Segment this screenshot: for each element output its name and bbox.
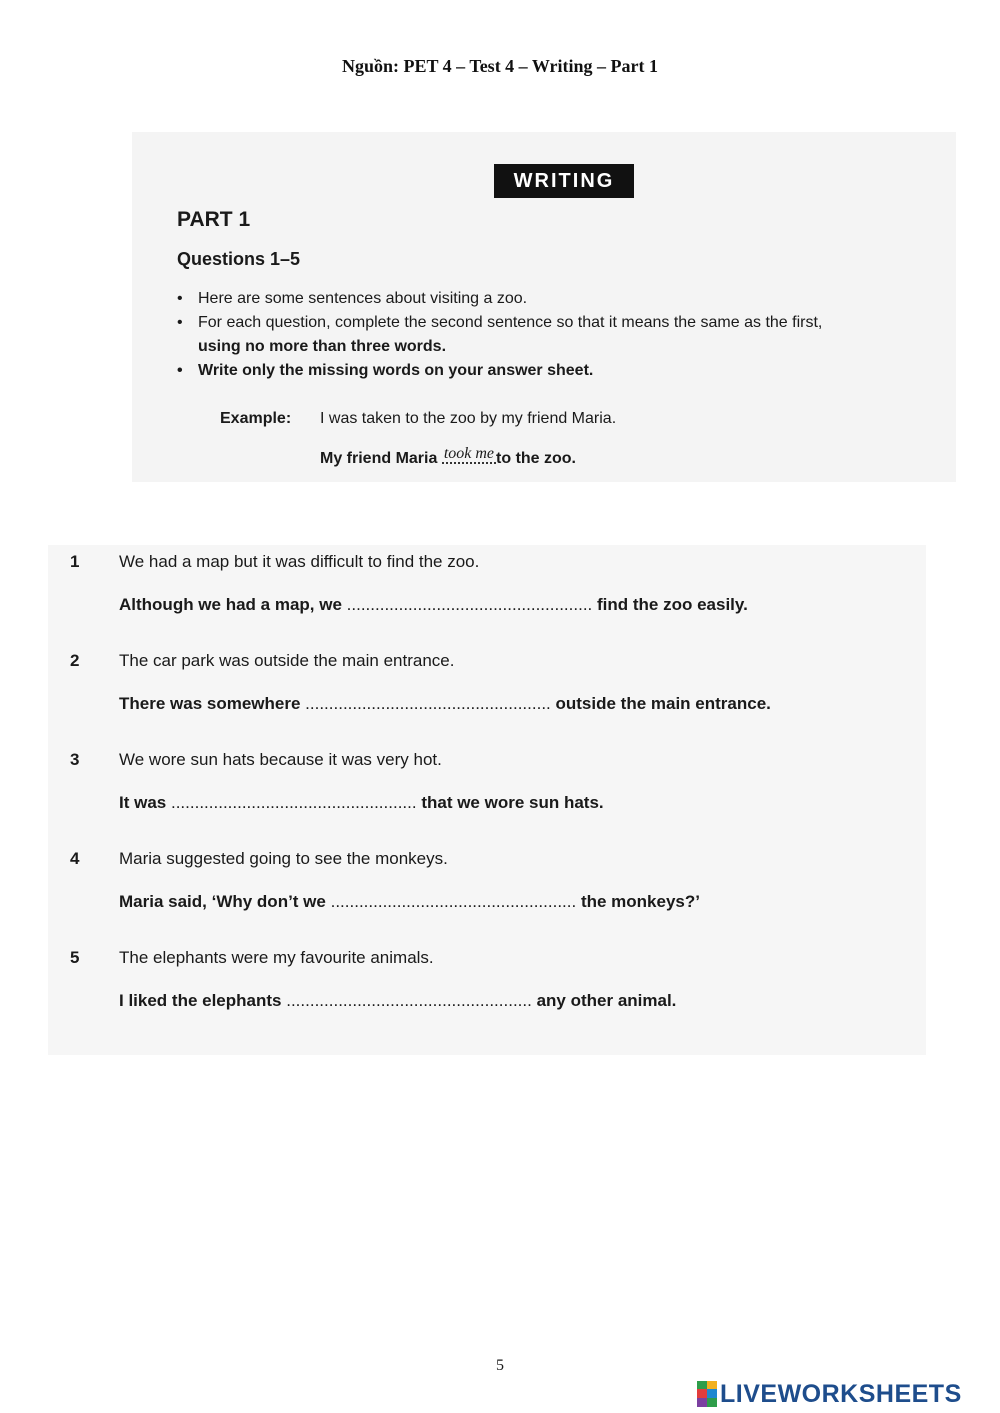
example-answer: took me xyxy=(443,445,495,462)
instruction-emphasis: using no more than three words. xyxy=(198,338,447,355)
answer-blank[interactable]: .................................................... xyxy=(346,595,593,614)
rewrite-end: any other animal. xyxy=(536,991,677,1010)
rewrite-end: the monkeys?’ xyxy=(580,892,700,911)
question-sentence: We wore sun hats because it was very hot. xyxy=(119,750,442,769)
question-number: 2 xyxy=(70,651,80,670)
question-sentence: The elephants were my favourite animals. xyxy=(119,948,434,967)
example-sentence: I was taken to the zoo by my friend Maria. xyxy=(320,410,617,427)
questions-range: Questions 1–5 xyxy=(177,249,301,269)
page-number: 5 xyxy=(496,1357,504,1374)
example-rewrite xyxy=(320,445,576,469)
answer-blank[interactable]: .................................................... xyxy=(170,793,417,812)
part-title: PART 1 xyxy=(177,208,251,231)
answer-blank[interactable]: .................................................... xyxy=(286,991,532,1010)
rewrite-start: There was somewhere xyxy=(119,694,301,713)
question-rewrite xyxy=(119,793,604,813)
bullet-icon: • xyxy=(177,362,183,379)
source-header: Nguồn: PET 4 – Test 4 – Writing – Part 1 xyxy=(341,56,659,76)
instructions-list xyxy=(177,287,937,383)
rewrite-start: Maria said, ‘Why don’t we xyxy=(119,892,326,911)
question-sentence: Maria suggested going to see the monkeys. xyxy=(119,849,448,868)
question-number: 5 xyxy=(70,948,80,967)
question-number: 1 xyxy=(70,552,80,571)
question-rewrite xyxy=(119,595,748,615)
instruction-item xyxy=(177,311,937,359)
question-sentence: The car park was outside the main entrance. xyxy=(119,651,455,670)
question-number: 3 xyxy=(70,750,80,769)
question-rewrite xyxy=(119,892,700,912)
answer-blank[interactable]: .................................................... xyxy=(330,892,577,911)
question-number: 4 xyxy=(70,849,80,868)
bullet-icon: • xyxy=(177,314,183,331)
bullet-icon: • xyxy=(177,290,183,307)
section-label: WRITING xyxy=(494,164,634,198)
example-rewrite-start: My friend Maria xyxy=(320,450,438,467)
instruction-text: Write only the missing words on your answer sheet. xyxy=(198,362,594,379)
instruction-item xyxy=(177,287,937,311)
brand-text: LIVEWORKSHEETS xyxy=(720,1379,962,1408)
rewrite-start: It was xyxy=(119,793,167,812)
question-rewrite xyxy=(119,694,771,714)
question-sentence: We had a map but it was difficult to find the zoo. xyxy=(119,552,480,571)
liveworksheets-logo[interactable] xyxy=(697,1378,962,1410)
instruction-item xyxy=(177,359,937,383)
rewrite-start: I liked the elephants xyxy=(119,991,282,1010)
question-rewrite xyxy=(119,991,676,1011)
answer-blank[interactable]: .................................................... xyxy=(305,694,551,713)
instruction-text: Here are some sentences about visiting a zoo. xyxy=(198,290,528,307)
rewrite-start: Although we had a map, we xyxy=(119,595,342,614)
rewrite-end: outside the main entrance. xyxy=(555,694,771,713)
brand-blocks-icon xyxy=(697,1381,717,1407)
rewrite-end: find the zoo easily. xyxy=(597,595,748,614)
instruction-text: For each question, complete the second sentence so that it means the same as the first, xyxy=(198,314,823,331)
example-label: Example: xyxy=(220,410,292,427)
rewrite-end: that we wore sun hats. xyxy=(421,793,604,812)
example-rewrite-end: to the zoo. xyxy=(496,450,576,467)
